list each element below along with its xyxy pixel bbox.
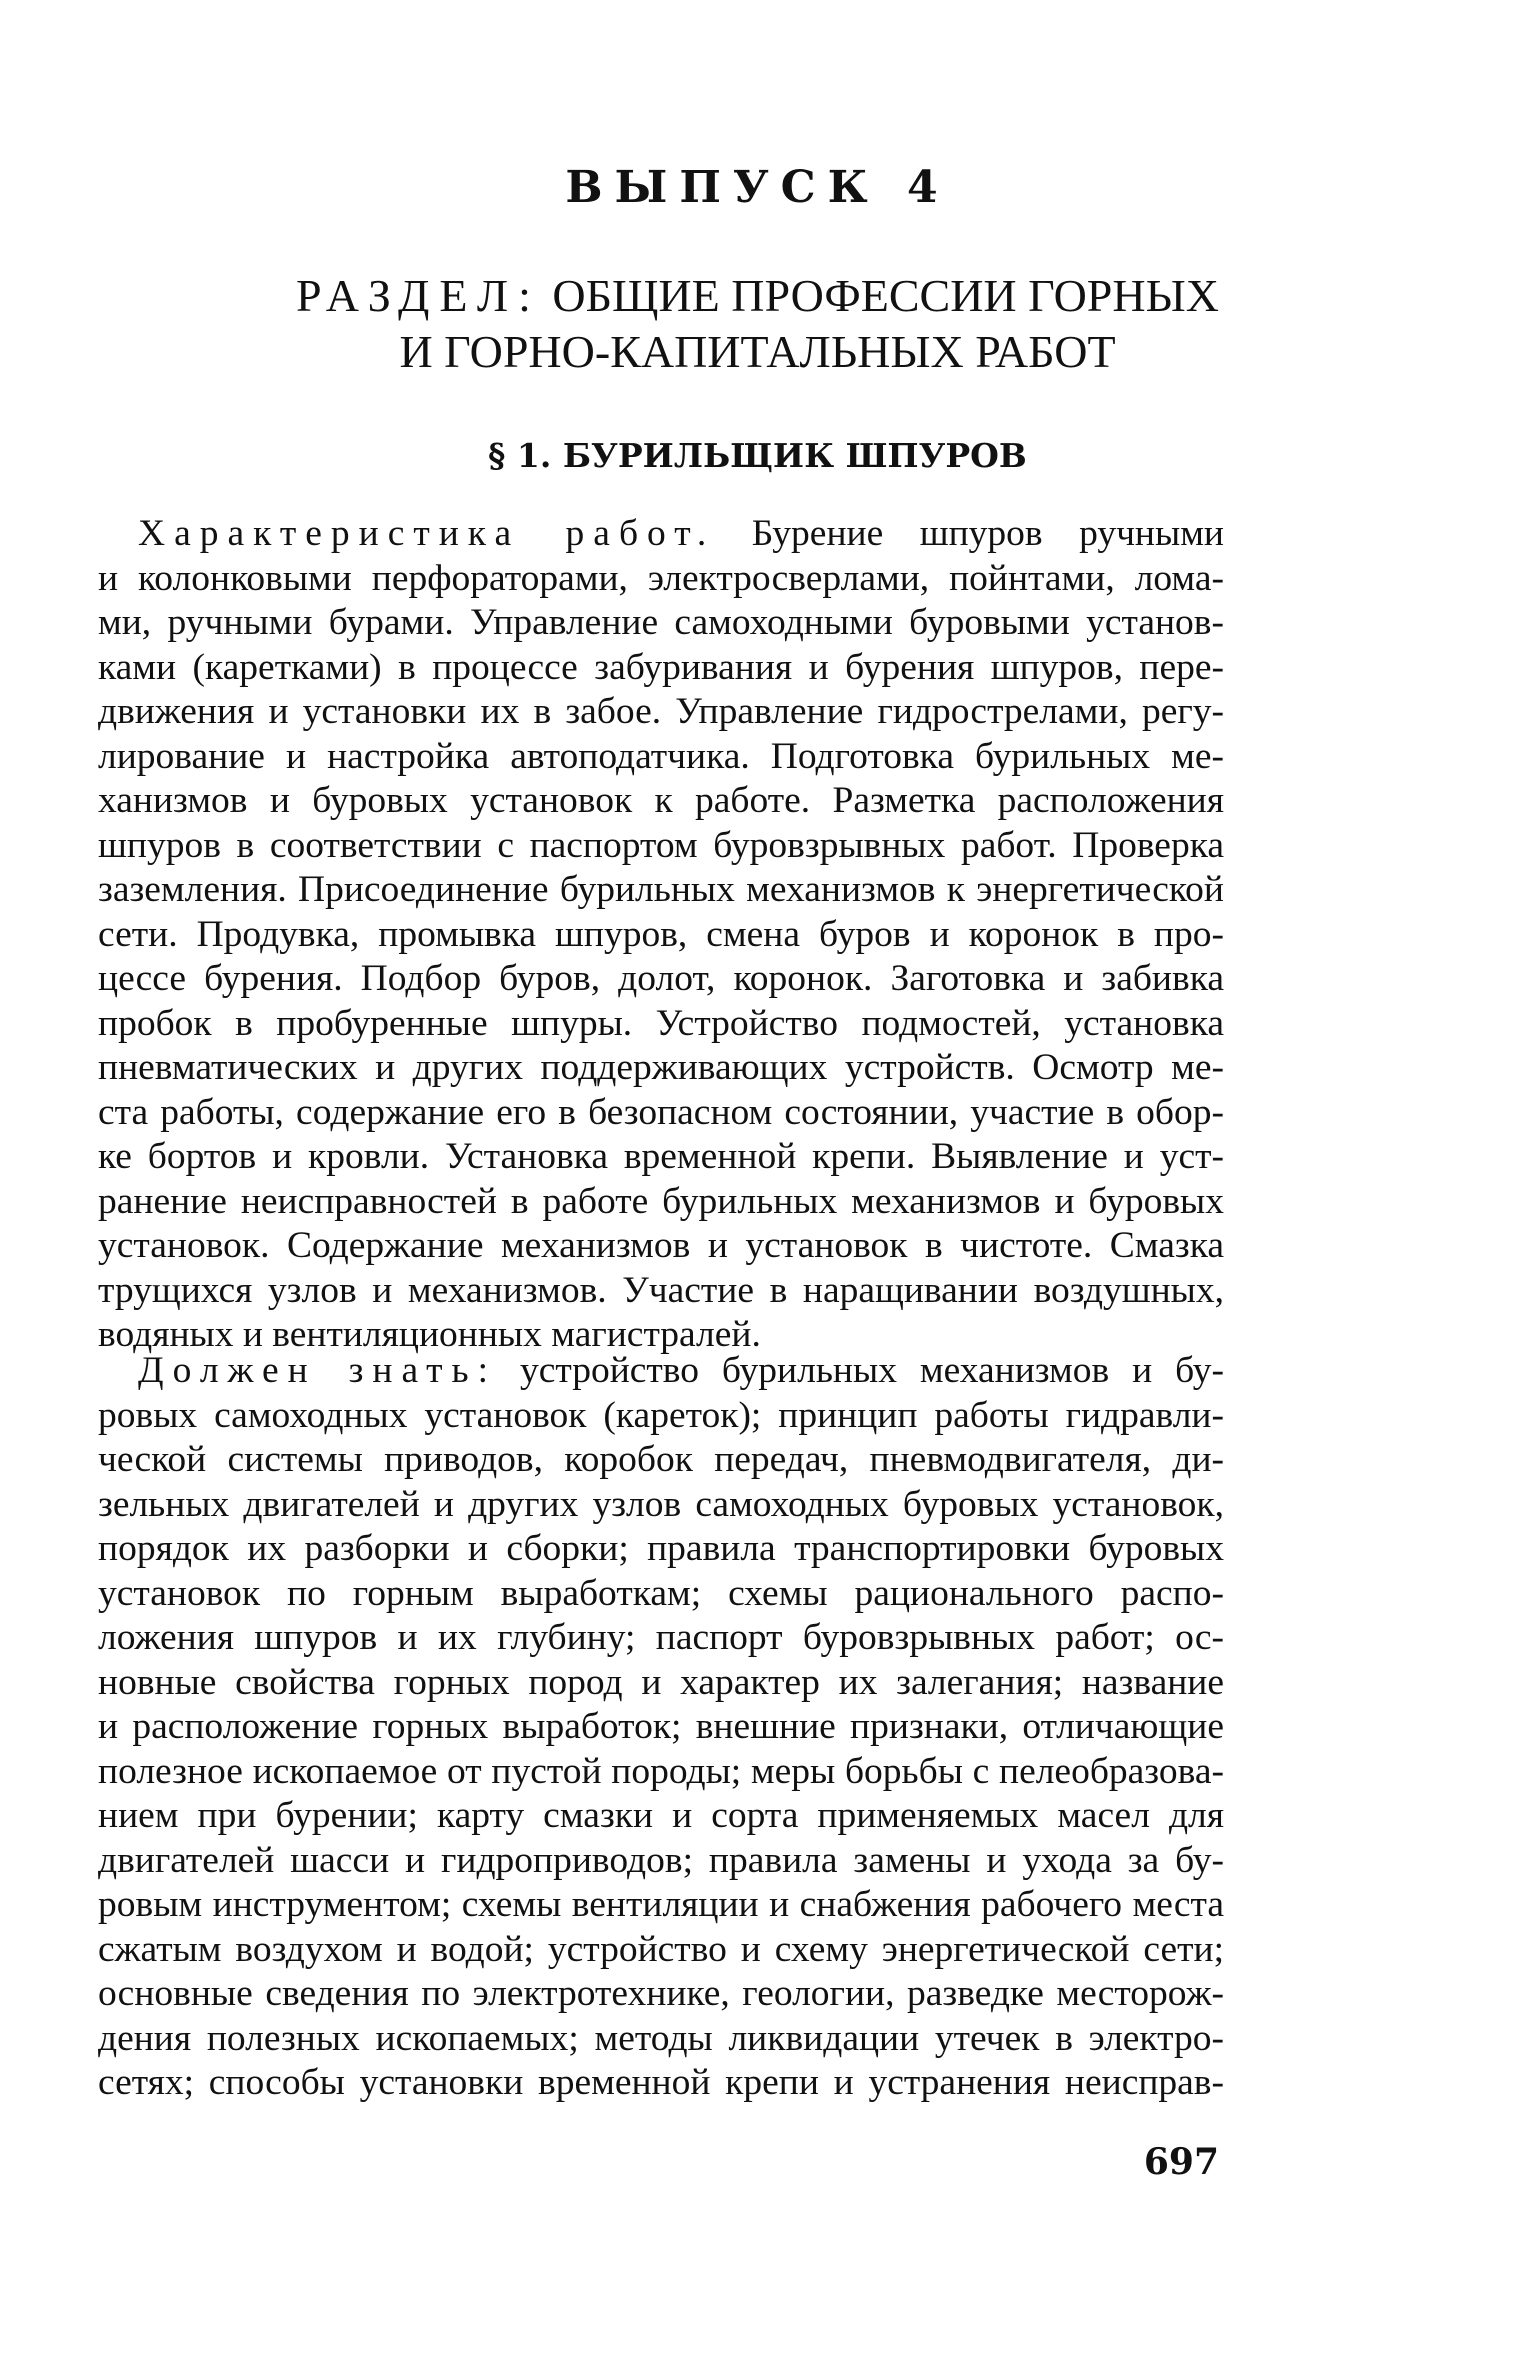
text-line: ческой системы приводов, коробок передач, пневмодвигателя, ди- (98, 1439, 1224, 1480)
text-line: сжатым воздухом и водой; устройство и схему энергетической сети; (98, 1928, 1224, 1970)
text-line: и колонковыми перфораторами, электросверлами, пойнтами, лома- (98, 557, 1224, 599)
text-line: зельных двигателей и других узлов самоходных буровых установок, (98, 1483, 1224, 1525)
text-line-content: Бурение шпуров ручными (751, 513, 1224, 554)
characteristics-paragraph (98, 512, 1224, 1358)
text-line (98, 512, 1224, 557)
text-line: сетях; способы установки временной крепи и устранения неисправ- (98, 2062, 1224, 2103)
text-line: водяных и вентиляционных магистралей. (98, 1314, 761, 1355)
text-line: порядок их разборки и сборки; правила транспортировки буровых (98, 1528, 1224, 1569)
text-line: ровых самоходных установок (кареток); принцип работы гидравли- (98, 1394, 1224, 1436)
text-line: полезное ископаемое от пустой породы; меры борьбы с пелеобразова- (98, 1750, 1224, 1792)
must-know-heading: Должен знать: (138, 1350, 498, 1391)
section-label: РАЗДЕЛ: (296, 270, 541, 321)
text-line: ста работы, содержание его в безопасном состоянии, участие в обор- (98, 1091, 1224, 1133)
issue-title: ВЫПУСК 4 (565, 162, 950, 213)
text-line: движения и установки их в забое. Управление гидрострелами, регу- (98, 691, 1224, 732)
text-line: ханизмов и буровых установок к работе. Разметка расположения (98, 780, 1224, 821)
text-line: пробок в пробуренные шпуры. Устройство подмостей, установка (98, 1002, 1224, 1044)
text-line: основные сведения по электротехнике, геологии, разведке месторож- (98, 1973, 1224, 2014)
text-line: цессе бурения. Подбор буров, долот, коронок. Заготовка и забивка (98, 958, 1224, 999)
text-line: пневматических и других поддерживающих устройств. Осмотр ме- (98, 1047, 1224, 1088)
text-line: дения полезных ископаемых; методы ликвидации утечек в электро- (98, 2017, 1224, 2059)
text-line: лирование и настройка автоподатчика. Подготовка бурильных ме- (98, 735, 1224, 777)
text-line: ками (каретками) в процессе забуривания и бурения шпуров, пере- (98, 646, 1224, 688)
text-line: и расположение горных выработок; внешние признаки, отличающие (98, 1706, 1224, 1747)
text-line: установок. Содержание механизмов и установок в чистоте. Смазка (98, 1225, 1224, 1266)
paragraph-title: § 1. БУРИЛЬЩИК ШПУРОВ (488, 436, 1027, 475)
text-line: новные свойства горных пород и характер их залегания; название (98, 1661, 1224, 1703)
section-title-line-2: И ГОРНО-КАПИТАЛЬНЫХ РАБОТ (399, 326, 1116, 377)
text-line: ложения шпуров и их глубину; паспорт буровзрывных работ; ос- (98, 1617, 1224, 1658)
section-title (0, 268, 1515, 380)
text-line: ранение неисправностей в работе бурильных механизмов и буровых (98, 1180, 1224, 1222)
text-line: сети. Продувка, промывка шпуров, смена буров и коронок в про- (98, 913, 1224, 955)
text-line: шпуров в соответствии с паспортом буровзрывных работ. Проверка (98, 824, 1224, 866)
text-line-content: устройство бурильных механизмов и бу- (519, 1350, 1225, 1391)
text-line: ровым инструментом; схемы вентиляции и снабжения рабочего места (98, 1884, 1224, 1925)
text-line (98, 1349, 1224, 1394)
must-know-paragraph (98, 1349, 1224, 2106)
section-title-rest: ОБЩИЕ ПРОФЕССИИ ГОРНЫХ (552, 270, 1219, 321)
text-line: ке бортов и кровли. Установка временной крепи. Выявление и уст- (98, 1136, 1224, 1177)
characteristics-heading: Характеристика работ. (138, 513, 716, 554)
text-line: нием при бурении; карту смазки и сорта применяемых масел для (98, 1795, 1224, 1836)
text-line: двигателей шасси и гидроприводов; правила замены и ухода за бу- (98, 1839, 1224, 1881)
text-line: ми, ручными бурами. Управление самоходными буровыми установ- (98, 602, 1224, 643)
text-line: трущихся узлов и механизмов. Участие в наращивании воздушных, (98, 1269, 1224, 1311)
section-title-line-1 (0, 268, 1515, 324)
text-line: заземления. Присоединение бурильных механизмов к энергетической (98, 869, 1224, 910)
page-number: 697 (1143, 2141, 1219, 2183)
text-line: установок по горным выработкам; схемы рационального распо- (98, 1572, 1224, 1614)
